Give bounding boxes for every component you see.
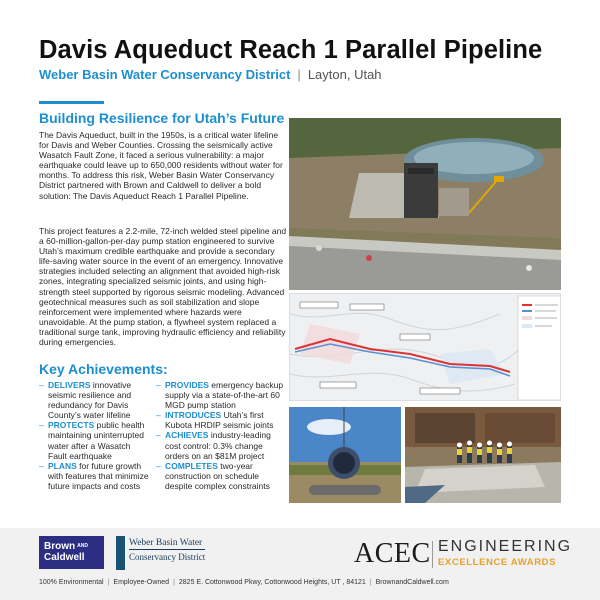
achievement-item <box>39 380 151 420</box>
client-name: Weber Basin Water Conservancy District <box>39 67 291 82</box>
brown-and-caldwell-logo <box>39 536 104 569</box>
achievement-keyword: COMPLETES <box>165 460 218 471</box>
wb-logo-line1: Weber Basin Water <box>129 538 203 548</box>
achievement-item <box>156 461 286 491</box>
bullet-dash: – <box>156 410 161 421</box>
achievement-text: emergency backup supply via a state-of-the-art 60 MGD pump station <box>165 380 284 411</box>
bc-logo-and: AND <box>77 543 88 549</box>
section-heading: Building Resilience for Utah’s Future <box>39 110 285 126</box>
achievement-keyword: DELIVERS <box>48 380 91 390</box>
footer-separator: | <box>369 579 372 586</box>
footer-info <box>39 579 449 586</box>
bullet-dash: – <box>39 460 44 471</box>
weber-basin-logo <box>116 534 226 572</box>
achievement-keyword: PROVIDES <box>165 380 209 390</box>
acec-divider <box>432 541 433 568</box>
achievement-text: for future growth with features that minimize future impacts and costs <box>48 460 149 491</box>
bc-logo-word: Brown <box>44 541 76 553</box>
achievement-text: Utah’s first Kubota HRDIP seismic joints <box>165 410 274 431</box>
achievement-text: two-year construction on schedule despite complex constraints <box>165 460 270 491</box>
bc-logo-line2: Caldwell <box>44 552 85 564</box>
acec-logo: ACEC <box>354 538 431 569</box>
award-title-line2: EXCELLENCE AWARDS <box>438 557 557 568</box>
bullet-dash: – <box>39 420 44 431</box>
footer-address: 2825 E. Cottonwood Pkwy, Cottonwood Heights, UT , 84121 <box>178 579 366 586</box>
achievement-item <box>156 430 286 460</box>
weber-basin-logo-mark <box>116 536 125 570</box>
wb-logo-line2: Conservancy District <box>129 549 205 563</box>
achievement-item <box>39 461 151 491</box>
bullet-dash: – <box>156 460 161 471</box>
achievement-keyword: PLANS <box>48 460 77 471</box>
award-title-line1: ENGINEERING <box>438 538 573 555</box>
footer-separator: | <box>173 579 175 586</box>
bullet-dash: – <box>156 380 161 390</box>
alignment-map <box>289 293 561 401</box>
page-title: Davis Aqueduct Reach 1 Parallel Pipeline <box>39 36 543 64</box>
footer-separator: | <box>107 579 110 586</box>
achievement-keyword: PROTECTS <box>48 420 95 431</box>
accent-rule <box>39 101 104 104</box>
project-team-photo <box>405 407 561 503</box>
footer-website-link[interactable]: BrownandCaldwell.com <box>375 579 449 586</box>
achievement-text: industry-leading cost control: 0.3% change orders on an $81M project <box>165 430 271 461</box>
bullet-dash: – <box>156 430 161 441</box>
achievements-right <box>156 380 286 491</box>
achievement-text: public health maintaining uninterrupted water after a Wasatch Fault earthquake <box>48 420 145 461</box>
achievement-item <box>156 380 286 410</box>
achievement-text: innovative seismic resilience and redundancy for Davis County’s water lifeline <box>48 380 132 421</box>
subtitle <box>39 67 382 82</box>
intro-paragraph: The Davis Aqueduct, built in the 1950s, is a critical water lifeline for Davis and Weber Counties. Crossing the seismically active Wasatch Fault Zone, it faced a serious vulnerability: a major earthquake could leave up to 650,000 residents without water for months. To address this risk, Weber Basin Water Conservancy District partnered with Brown and Caldwell to deliver a bold solution: The Davis Aqueduct Reach 1 Parallel Pipeline. <box>39 130 283 201</box>
achievement-item <box>39 420 151 460</box>
achievements-left <box>39 380 151 491</box>
pipe-installation-photo <box>289 407 401 503</box>
bc-logo-line1 <box>44 541 104 552</box>
achievement-keyword: INTRODUCES <box>165 410 222 421</box>
subtitle-separator: | <box>297 67 301 82</box>
weber-basin-logo-text <box>129 537 205 564</box>
pump-station-aerial-photo <box>289 118 561 290</box>
footer-info-item: 100% Environmental <box>39 579 104 586</box>
achievements-heading: Key Achievements: <box>39 361 168 377</box>
footer-info-item: Employee-Owned <box>113 579 170 586</box>
project-location: Layton, Utah <box>307 67 382 82</box>
bullet-dash: – <box>39 380 44 390</box>
achievement-item <box>156 410 286 430</box>
details-paragraph: This project features a 2.2-mile, 72-inch welded steel pipeline and a 60-million-gallon-per-day pump station engineered to survive Utah’s maximum credible earthquake and provide a secondary life-saving water source in the event of an emergency. Innovative strategies included selecting an alignment that avoided high-risk zones, integrating specialized seismic joints, and using high-strength steel supported by rigorous seismic modeling. Advanced geotechnical measures such as soil stabilization and slope reinforcement were implemented where hazards were unavoidable. At the pump station, a flywheel system replaced a traditional surge tank, improving hydraulic efficiency and reliability during emergencies. <box>39 226 287 348</box>
achievement-keyword: ACHIEVES <box>165 430 209 441</box>
